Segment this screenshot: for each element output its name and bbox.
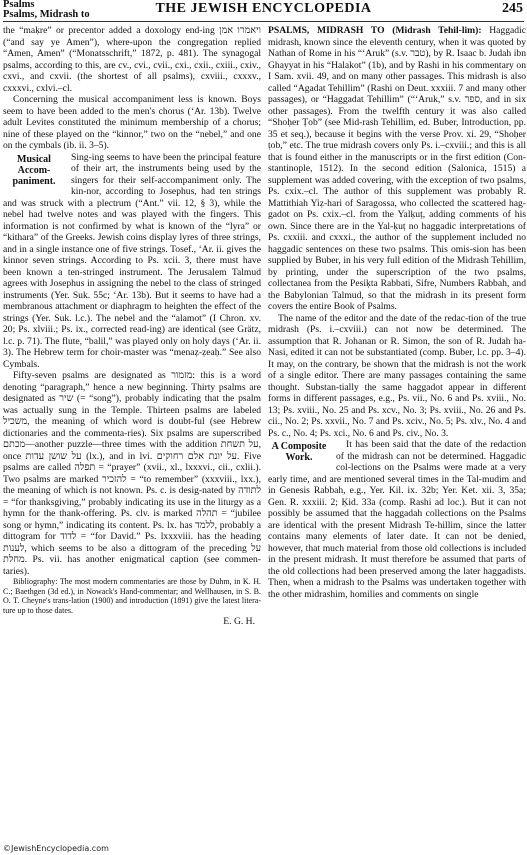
paragraph-text: Haggadic midrash, known since the eleventh century, when it was quoted by Nathan of Rome in his “‘Aruk” (s.v. טבר), by R. Isaac b. Judah ibn Ghayyat in his “Halakot” (1b), and by Rashi in his commentary on I Sam. xvii. 49, and on many other passages. This midrash is also called “Agadat Tehillim” (Rashi on Deut. xxxiii. 7 and many other passages), or “Haggadat Tehillim” (“‘Aruk,” s.v. ספר, and in six other passages). From the twelfth century it was also called “Shoḥer Ṭob” (see Mid-rash Tehillim, ed. Buber, Introduction, pp. 35 et seq.), because it begins with the verse Prov. xi. 29, “Shoḥer ṭob,” etc. The true midrash covers only Ps. i.–cxviii.; and this is all that is found either in the manuscripts or in the first edition (Con-stantinople, 1512). In the second edition (Salonica, 1515) a supplement was added covering, with the exception of two psalms, Ps. cxix.–cl. The author of this supplement was probably R. Mattithiah Yiẓ-hari of Saragossa, who collected the scattered hag-gadot on Ps. cxix.–cl. from the Yalḳuṭ, adding comments of his own. Since there are in the Yal-ḳuṭ no haggadic interpretations of Ps. cxxiii. and cxxxi., the author of the supplement included no haggadic sentences on these two psalms. This omis-sion has been supplied by Buber, in his very full edition of the Midrash Tehillim, by printing, under the superscription of the two psalms, collectanea from the Pesiḳta Rabbati, Sifre, Numbers Rabbah, and the Babylonian Talmud, so that the midrash in its present form covers the entire Book of Psalms.: [268, 25, 526, 312]
header-rule: [3, 21, 524, 22]
bibliography: Bibliography: The most modern commentaries are those by Duhm, in K. H. C.; Baethgen (3d ed.), in Nowack's Hand-commentar; and Wellhausen, in S. B. O. T. Cheyne's trans-lation (1900) and introduction (1891) give the latest litera-ture up to those dates.: [3, 577, 261, 615]
left-column: [3, 25, 261, 628]
side-heading: Musical Accom-paniment.: [12, 153, 56, 187]
right-column: [268, 25, 526, 600]
side-heading: A Composite Work.: [271, 441, 327, 463]
paragraph: Sing-ing seems to have been the principal feature of their art, the instruments being used by the singers for their self-accompaniment only. The kin-nor, according to Josephus, had ten strings and was struck with a plectrum (“Ant.” vii. 12, § 3), while the nebel had twelve notes and was played with the fingers. This information is not confirmed by what is known of the “lyra” or “kithara” of the Greeks. Jewish coins display lyres of three strings, and in a single instance one of five strings. Tosef., ‘Ar. ii. gives the kinnor seven strings. According to Ps. xcii. 3, there must have been known a ten-stringed instrument. The Jerusalem Talmud agrees with Josephus in assigning the nebel to the class of stringed instruments (Yer. Suk. 55c; ‘Ar. 13b). But it seems to have had a membranous attachment or diaphragm to heighten the effect of the strings (Yer. Suk. l.c.). The nebel and the “alamot” (I Chron. xv. 20; Ps. xlviii.; Ps. ix., corrected read-ing) are identical (see Grätz, l.c. p. 71). The flute, “balil,” was played only on holy days (‘Ar. ii. 3). The Hebrew term for choir-master was “menaẓ-ẓeaḥ.” See also Cymbals.: [3, 151, 261, 370]
paragraph: Concerning the musical accompaniment less is known. Boys seem to have been added to the men's chorus (‘Ar. 13b). Twelve adult Levites constituted the minimum membership of a chorus; nine of these played on the “kinnor,” two on the “nebel,” and one on the cymbals (ib. ii. 3–5).: [3, 94, 261, 151]
article-title: PSALMS, MIDRASH TO (Midrash Tehil-lim):: [268, 25, 482, 36]
paragraph: the “maḳre” or precentor added a doxology end-ing ויאמרו אמן (“and say ye Amen”), where-upon the congregation replied “Amen, Amen” (“Monatsschrift,” 1872, p. 481). The synagogal psalms, according to this, are cv., cvi., cvii., cxi., cxii., cxiii., cxiv., cxvi., and cxvii. (the shortest of all psalms), cxviii., cxxxv., cxxxvi., cxlvi.–cl.: [3, 25, 261, 94]
paragraph: It has been said that the date of the redaction of the midrash can not be determined. Haggadic col-lections on the Psalms were made at a very early time, and are mentioned several times in the Tal-mudim and in Genesis Rabbah, e.g., Yer. Kil. ix. 32b; Yer. Ket. xii. 3, 35a; Gen. R. xxxiii. 2; Ḳid. 33a (comp. Rashi ad loc.). But it can not possibly be assumed that the haggadah collections on the Psalms are identical with the present Midrash Te-hillim, since the latter contains many elements of later date. It can not be denied, however, that much material from those old collections is included in the present midrash. It must therefore be assumed that parts of the old collections had been preserved among the later haggadists. Then, when a midrash to the Psalms was undertaken together with the other midrashim, homilies and comments on single: [268, 439, 526, 600]
author-signature: E. G. H.: [223, 616, 255, 627]
paragraph: The name of the editor and the date of the redac-tion of the true midrash (Ps. i.–cxviii.) can not now be determined. The assumption that R. Johanan or R. Simon, the son of R. Judah ha-Nasi, edited it can not be substantiated (comp. Buber, l.c. pp. 3–4). It may, on the contrary, be shown that the midrash is not the work of a single editor. There are many passages containing the same thought. Substan-tially the same haggadot appear in different forms in different passages, e.g., Ps. vii., No. 6 and Ps. xviii., No. 13; Ps. xviii., No. 25 and Ps. xcv., No. 3; Ps. xviii., No. 26 and Ps. cii., No. 2; Ps. xxvii., No. 7 and Ps. xciv., No. 5; Ps. xlv., No. 4 and Ps. c., No. 4; Ps. xci., No. 6 and Ps. civ., No. 3.: [268, 312, 526, 439]
footer-credit: ©JewishEncyclopedia.com: [3, 844, 109, 853]
running-title-2: Psalms, Midrash to: [3, 9, 90, 20]
running-title-1: Psalms: [3, 0, 35, 10]
article-intro: [268, 25, 526, 313]
page-header: [0, 0, 527, 20]
paragraph: Fifty-seven psalms are designated as מזמור: this is a word denoting “paragraph,” hence a new beginning. Thirty psalms are designated as שיר (= “song”), probably indicating that the psalm was actually sung in the Temple. Thirteen psalms are labeled משכיל, the meaning of which word is doubt-ful (see Hebrew dictionaries and the commenta-ries). Six psalms are superscribed מכתם—another puzzle—three times with the addition על תשחת, once על שושן עדות (lx.), and in lvi. על יונת אלם רחוקים. Five psalms are called תפלה = “prayer” (xvii., xl., lxxxvi., cii., cxlii.). Two psalms are marked להזכיר = “to remember” (xxxviii., lxx.), the meaning of which is not known. Ps. c. is desig-nated by לתודה = “for thanksgiving,” probably indicating its use in the liturgy as a hymn for the thank-offering. Ps. clv. is marked תהלה = “jubilee song or hymn,” indicating its content. Ps. lx. has ללמד, probably a dittogram for לדוד = “for David.” Ps. lxxxviii. has the heading לענות, which seems to be also a dittogram of the preceding על מחלת. Ps. vii. has another enigmatical caption (see commen-taries).: [3, 370, 261, 577]
page-number: 245: [502, 1, 523, 16]
journal-title: THE JEWISH ENCYCLOPEDIA: [155, 1, 372, 16]
